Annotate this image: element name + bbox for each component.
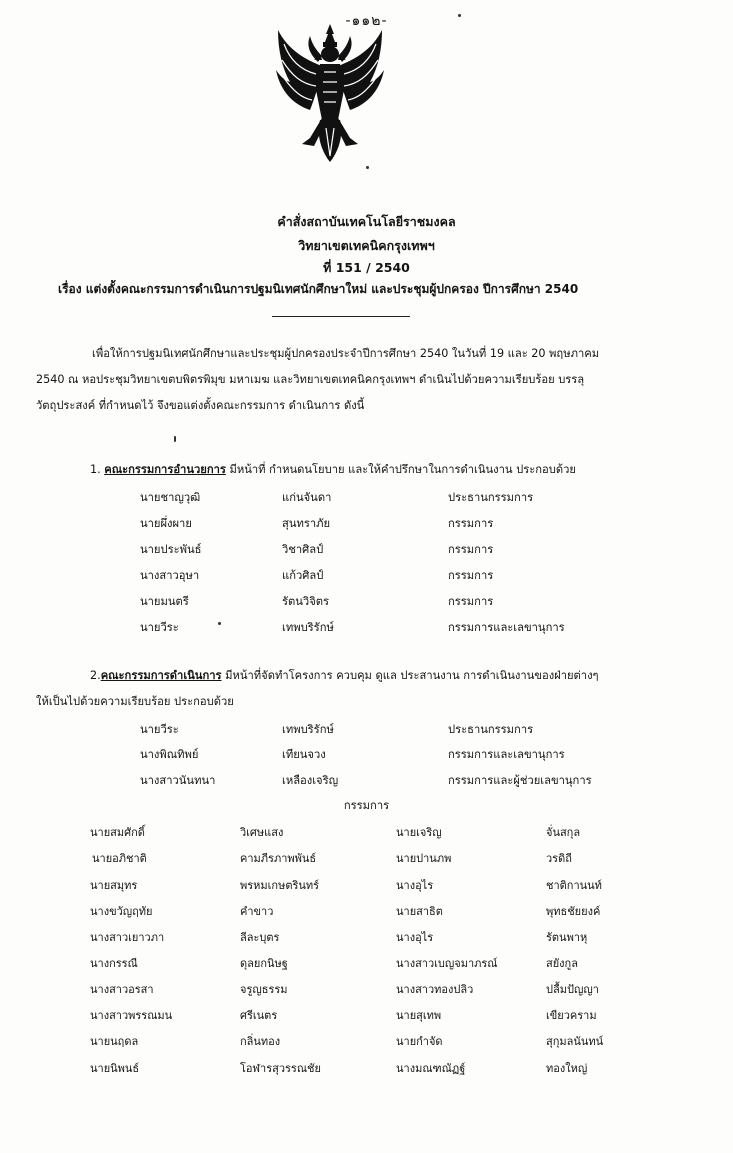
committee-last-name: ชาติกานนท์ — [546, 879, 602, 892]
committee-first-name: นายนฤดล — [90, 1035, 139, 1048]
committee-first-name: นายอภิชาติ — [92, 852, 147, 865]
member-first-name: นางสาวอุษา — [140, 569, 200, 582]
officer-first-name: นางพิณทิพย์ — [140, 748, 199, 761]
member-role: กรรมการ — [448, 595, 494, 608]
scan-speck — [218, 622, 221, 625]
member-last-name: รัตนวิจิตร — [282, 595, 330, 608]
committee-first-name: นายปานภพ — [396, 852, 452, 865]
section-2-desc: มีหน้าที่จัดทำโครงการ ควบคุม ดูแล ประสานงาน การดำเนินงานของฝ่ายต่างๆ — [221, 669, 599, 682]
officer-role: กรรมการและผู้ช่วยเลขานุการ — [448, 774, 592, 787]
committee-first-name: นางสาวทองปลิว — [396, 983, 474, 996]
header-divider — [272, 316, 410, 317]
committee-first-name: นางสาวเบญจมาภรณ์ — [396, 957, 498, 970]
committee-last-name: พุทธชัยยงค์ — [546, 905, 601, 918]
section-1-number: 1. — [90, 463, 105, 476]
member-last-name: เทพบริรักษ์ — [282, 621, 334, 634]
committee-last-name: วิเศษแสง — [240, 826, 284, 839]
committee-last-name: สุกุมลนันทน์ — [546, 1035, 604, 1048]
committee-first-name: นายเจริญ — [396, 826, 442, 839]
officer-first-name: นายวีระ — [140, 723, 179, 736]
order-subject: เรื่อง แต่งตั้งคณะกรรมการดำเนินการปฐมนิเทศนักศึกษาใหม่ และประชุมผู้ปกครอง ปีการศึกษา 2540 — [58, 282, 579, 296]
officer-last-name: เทพบริรักษ์ — [282, 723, 334, 736]
committee-label: กรรมการ — [343, 799, 390, 812]
member-role: กรรมการและเลขานุการ — [448, 621, 565, 634]
committee-last-name: จรูญธรรม — [240, 983, 288, 996]
committee-last-name: พรหมเกษตรินทร์ — [240, 879, 320, 892]
committee-first-name: นางสาวอรสา — [90, 983, 154, 996]
member-first-name: นายประพันธ์ — [140, 543, 202, 556]
scan-speck — [174, 436, 176, 442]
officer-role: กรรมการและเลขานุการ — [448, 748, 565, 761]
section-2-desc-line-2: ให้เป็นไปด้วยความเรียบร้อย ประกอบด้วย — [36, 695, 234, 708]
member-last-name: แก่นจันดา — [282, 491, 332, 504]
committee-first-name: นางขวัญฤทัย — [90, 905, 153, 918]
committee-last-name: คามภีรภาพพันธ์ — [240, 852, 317, 865]
member-last-name: แก้วศิลป์ — [282, 569, 324, 582]
committee-last-name: เขียวคราม — [546, 1009, 597, 1022]
officer-last-name: เหลืองเจริญ — [282, 774, 339, 787]
member-last-name: สุนทราภัย — [282, 517, 331, 530]
committee-first-name: นายสาธิต — [396, 905, 443, 918]
section-2-number: 2. — [90, 669, 101, 682]
committee-first-name: นายกำจัด — [396, 1035, 443, 1048]
intro-line-3: วัตถุประสงค์ ที่กำหนดไว้ จึงขอแต่งตั้งคณะกรรมการ ดำเนินการ ดังนี้ — [36, 399, 365, 412]
committee-first-name: นางอุไร — [396, 879, 434, 892]
committee-first-name: นางกรรณี — [90, 957, 138, 970]
committee-last-name: คำขาว — [240, 905, 274, 918]
committee-last-name: กลิ่นทอง — [240, 1035, 281, 1048]
member-first-name: นายวีระ — [140, 621, 179, 634]
scan-speck — [366, 166, 369, 169]
committee-last-name: ปลื้มปัญญา — [546, 983, 599, 996]
officer-first-name: นางสาวนันทนา — [140, 774, 216, 787]
member-first-name: นายมนตรี — [140, 595, 189, 608]
officer-role: ประธานกรรมการ — [448, 723, 534, 736]
committee-first-name: นางอุไร — [396, 931, 434, 944]
member-role: กรรมการ — [448, 543, 494, 556]
committee-first-name: นายสุเทพ — [396, 1009, 442, 1022]
section-1-title: คณะกรรมการอำนวยการ — [104, 463, 226, 476]
committee-last-name: ดุลยกนิษฐ — [240, 957, 288, 970]
committee-last-name: สยังกูล — [546, 957, 578, 970]
member-role: กรรมการ — [448, 517, 494, 530]
page-number: -๑๑๒- — [345, 13, 388, 29]
committee-first-name: นางสาวเยาวภา — [90, 931, 165, 944]
section-2-title: คณะกรรมการดำเนินการ — [100, 669, 222, 682]
committee-last-name: ทองใหญ่ — [546, 1062, 588, 1075]
issuer-title: คำสั่งสถาบันเทคโนโลยีราชมงคล — [277, 214, 456, 229]
officer-last-name: เทียนจวง — [282, 748, 326, 761]
order-number: ที่ 151 / 2540 — [323, 260, 410, 275]
committee-last-name: โอฬารสุวรรณชัย — [240, 1062, 321, 1075]
committee-first-name: นายสมศักดิ์ — [90, 826, 145, 839]
committee-last-name: วรดิถี — [546, 852, 572, 865]
committee-last-name: รัตนพาหุ — [546, 931, 588, 944]
committee-first-name: นางมณฑณัฏฐ์ — [396, 1062, 466, 1075]
member-last-name: วิชาศิลป์ — [282, 543, 324, 556]
scan-speck — [458, 14, 461, 17]
member-role: กรรมการ — [448, 569, 494, 582]
intro-line-2: 2540 ณ หอประชุมวิทยาเขตบพิตรพิมุข มหาเมฆ และวิทยาเขตเทคนิคกรุงเทพฯ ดำเนินไปด้วยความเรียบร้อย บรรลุ — [36, 373, 585, 386]
member-first-name: นายชาญวุฒิ — [140, 491, 201, 504]
committee-first-name: นางสาวพรรณมน — [90, 1009, 173, 1022]
campus-title: วิทยาเขตเทคนิคกรุงเทพฯ — [298, 238, 435, 253]
garuda-emblem-icon — [270, 20, 390, 168]
committee-last-name: จั่นสกุล — [546, 826, 581, 839]
member-first-name: นายผึ่งผาย — [140, 517, 192, 530]
committee-first-name: นายนิพนธ์ — [90, 1062, 140, 1075]
section-2-heading — [90, 666, 599, 684]
member-role: ประธานกรรมการ — [448, 491, 534, 504]
section-1-desc: มีหน้าที่ กำหนดนโยบาย และให้คำปรึกษาในการดำเนินงาน ประกอบด้วย — [225, 463, 576, 476]
section-1-heading — [90, 460, 576, 478]
committee-first-name: นายสมุทร — [90, 879, 138, 892]
committee-last-name: ศรีเนตร — [240, 1009, 278, 1022]
committee-last-name: ลีละบุตร — [240, 931, 280, 944]
intro-line-1: เพื่อให้การปฐมนิเทศนักศึกษาและประชุมผู้ปกครองประจำปีการศึกษา 2540 ในวันที่ 19 และ 20 พฤษภาคม — [92, 347, 600, 360]
